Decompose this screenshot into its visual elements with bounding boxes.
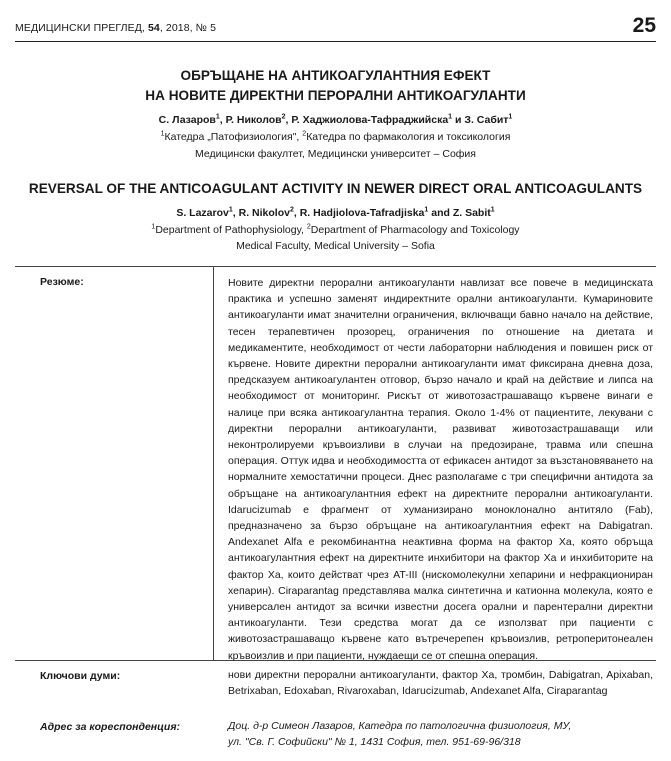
en-affil-institution: Medical Faculty, Medical University – Sofia [236,240,435,252]
affil-sup: 2 [302,130,307,138]
author-affil-sup: 2 [281,113,286,121]
author-name: З. Сабит [464,114,509,126]
en-authors [0,207,671,219]
correspondence-line1: Доц. д-р Симеон Лазаров, Катедра по патологична физиология, МУ, [228,720,572,732]
keywords-label: Ключови думи: [40,670,121,682]
abstract-divider [213,267,214,660]
bg-title-line2: НА НОВИТЕ ДИРЕКТНИ ПЕРОРАЛНИ АНТИКОАГУЛАНТИ [145,88,526,103]
correspondence-line2: ул. "Св. Г. Софийски" № 1, 1431 София, тел. 951-69-96/318 [228,736,521,749]
journal-issue: , 2018, № 5 [159,22,217,34]
author-affil-sup: 1 [228,206,233,214]
author-affil-sup: 1 [215,113,220,121]
correspondence-label: Адрес за кореспонденция: [40,721,181,733]
author-name: С. Лазаров [158,114,216,126]
author-name: Р. Николов [225,114,282,126]
author-name: R. Hadjiolova-Tafradjiska [299,207,425,219]
bg-affil-dept1: Катедра „Патофизиология", [164,131,303,143]
author-affil-sup: 1 [424,206,429,214]
author-separator: , [285,114,292,126]
author-separator: , [293,207,300,219]
author-name: Р. Хаджиолова-Тафраджийска [291,114,449,126]
affil-sup: 1 [151,223,156,231]
author-affil-sup: 1 [490,206,495,214]
affil-sup: 2 [306,223,311,231]
bg-title [0,66,671,106]
journal-volume: 54 [147,22,160,34]
author-affil-sup: 1 [508,113,513,121]
journal-name: МЕДИЦИНСКИ ПРЕГЛЕД, [15,22,148,34]
bg-title-line1: ОБРЪЩАНЕ НА АНТИКОАГУЛАНТНИЯ ЕФЕКТ [180,68,491,83]
affil-sup: 1 [160,130,165,138]
abstract-text: Новите директни перорални антикоагуланти навлизат все повече в медицинската практика и успешно заменят индиректните орални антикоагуланти. Кумариновите антикоагуланти имат значителни ограничения, включващи бавно начало на действие, тесен терапевтичен прозорец, ограничения по отношение на диетата и медикаментите, необходимост от чести лабораторни наблюдения и повишен риск от кървене. Новите директни перорални антикоагуланти имат фиксирана дневна доза, предсказуем антикоагулантен отговор, бързо начало и край на действие и липса на необходимост от мониторинг. Рискът от животозастрашаващо кървене винаги е налице при всяка антикоагулантна терапия. Около 1-4% от пациентите, лекувани с директни перорални антикоагуланти, развиват животозастрашаващи или неконтролируеми кръвоизливи в случаи на предозиране, травма или спешна операция. Оттук идва и необходимостта от ефикасен антидот за възстановяването на нормалните хемостатични процеси. Днес разполагаме с три специфични антидота за обръщане на антикоагулантния ефект на директните перорални антикоагуланти. Idarucizumab е фрагмент от хуманизирано моноклонално антитяло (Fab), предназначено за бързо обръщане на антикоагулантния ефект на Dabigatran. Andexanet Alfa е рекомбинантна неактивна форма на фактор Xa, която обръща антикоагулантния ефект на директните инхибитори на фактор Xa и инхибиторите на фактор Xa, които действат чрез AT-III (нискомолекулни хепарини и нефракциониран хепарин). Ciraparantag представлява малка синтетична и катионна молекула, която е универсален антидот за всички известни досега орални и парентерални директни антикоагуланти. Тези средства могат да се използват при пациенти с животозастрашаващо кървене като вътречерепен кръвоизлив, ретроперитонеален кръвоизлив и при пациенти, нуждаещи се от спешна операция. [228,277,653,662]
bg-affiliations [0,131,671,143]
author-separator: , [232,207,239,219]
page-number: 25 [632,14,656,37]
correspondence-address [228,718,653,750]
abstract-box [15,266,656,661]
abstract-label: Резюме: [40,276,84,288]
author-name: Z. Sabit [452,207,491,219]
author-name: S. Lazarov [176,207,229,219]
author-affil-sup: 1 [448,113,453,121]
en-title: REVERSAL OF THE ANTICOAGULANT ACTIVITY IN NEWER DIRECT ORAL ANTICOAGULANTS [28,181,643,196]
en-affil-dept2: Department of Pharmacology and Toxicology [310,224,520,236]
author-separator: and [428,207,453,219]
journal-header [15,14,656,42]
keywords-text: нови директни перорални антикоагуланти, фактор Xa, тромбин, Dabigatran, Apixaban, Betrixaban, Edoxaban, Rivaroxaban, Idarucizumab, Andexanet Alfa, Ciraparantag [228,669,653,698]
bg-affil-dept2: Катедра по фармакология и токсикология [306,131,511,143]
bg-authors [0,114,671,126]
en-affiliations [0,224,671,236]
author-separator: , [219,114,226,126]
bg-affil-institution: Медицински факултет, Медицински университет – София [195,148,476,160]
author-name: R. Nikolov [238,207,290,219]
author-affil-sup: 2 [289,206,294,214]
en-affil-dept1: Department of Pathophysiology, [155,224,307,236]
journal-reference [15,22,216,34]
author-separator: и [452,114,465,126]
